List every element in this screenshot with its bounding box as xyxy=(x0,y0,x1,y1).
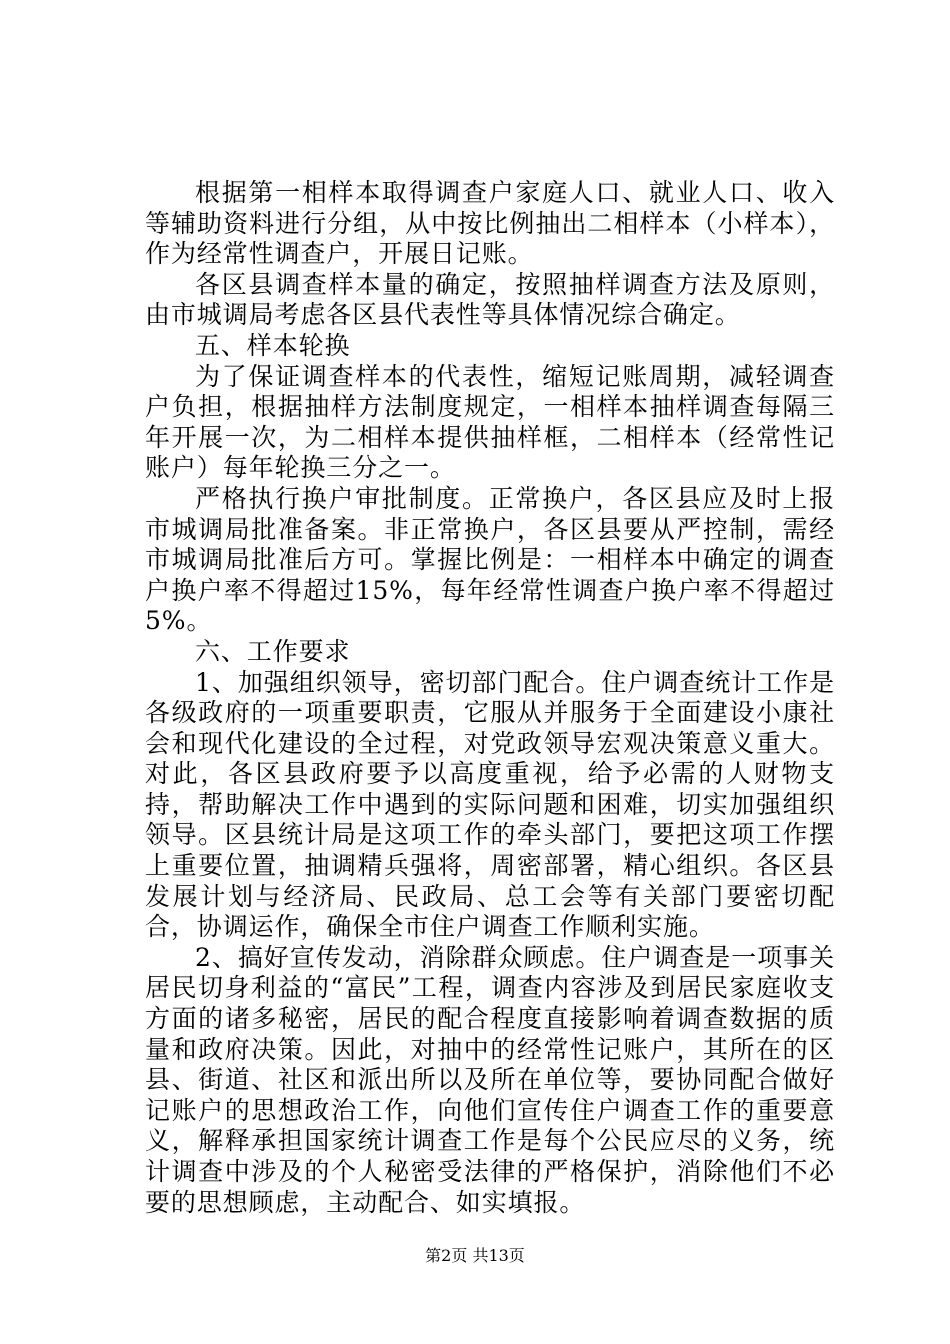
heading-sample-rotation: 五、样本轮换 xyxy=(195,330,351,360)
para-requirement-2: 2、搞好宣传发动，消除群众顾虑。住户调查是一项事关居民切身利益的“富民”工程，调查内容涉及到居民家庭收支方面的诸多秘密，居民的配合程度直接影响着调查数据的质量和政府决策。因此，对抽中的经常性记账户，其所在的区县、街道、社区和派出所以及所在单位等，要协同配合做好记账户的思想政治工作，向他们宣传住户调查工作的重要意义，解释承担国家统计调查工作是每个公民应尽的义务，统计调查中涉及的个人秘密受法律的严格保护，消除他们不必要的思想顾虑，主动配合、如实填报。 xyxy=(145,942,835,1217)
para-subsample-grouping: 根据第一相样本取得调查户家庭人口、就业人口、收入等辅助资料进行分组，从中按比例抽出二相样本（小样本），作为经常性调查户，开展日记账。 xyxy=(145,178,835,269)
document-body xyxy=(145,178,835,1218)
para-requirement-1: 1、加强组织领导，密切部门配合。住户调查统计工作是各级政府的一项重要职责，它服从并服务于全面建设小康社会和现代化建设的全过程，对党政领导宏观决策意义重大。对此，各区县政府要予以高度重视，给予必需的人财物支持，帮助解决工作中遇到的实际问题和困难，切实加强组织领导。区县统计局是这项工作的牵头部门，要把这项工作摆上重要位置，抽调精兵强将，周密部署，精心组织。各区县发展计划与经济局、民政局、总工会等有关部门要密切配合，协调运作，确保全市住户调查工作顺利实施。 xyxy=(145,667,835,942)
heading-work-requirements: 六、工作要求 xyxy=(195,636,351,666)
page-footer: 第2页 共13页 xyxy=(425,1246,525,1265)
para-rotation-purpose: 为了保证调查样本的代表性，缩短记账周期，减轻调查户负担，根据抽样方法制度规定，一相样本抽样调查每隔三年开展一次，为二相样本提供抽样框，二相样本（经常性记账户）每年轮换三分之一。 xyxy=(145,361,835,483)
para-rotation-approval: 严格执行换户审批制度。正常换户，各区县应及时上报市城调局批准备案。非正常换户，各区县要从严控制，需经市城调局批准后方可。掌握比例是：一相样本中确定的调查户换户率不得超过15%，每年经常性调查户换户率不得超过5%。 xyxy=(145,483,835,636)
para-sample-size: 各区县调查样本量的确定，按照抽样调查方法及原则，由市城调局考虑各区县代表性等具体情况综合确定。 xyxy=(145,269,835,330)
